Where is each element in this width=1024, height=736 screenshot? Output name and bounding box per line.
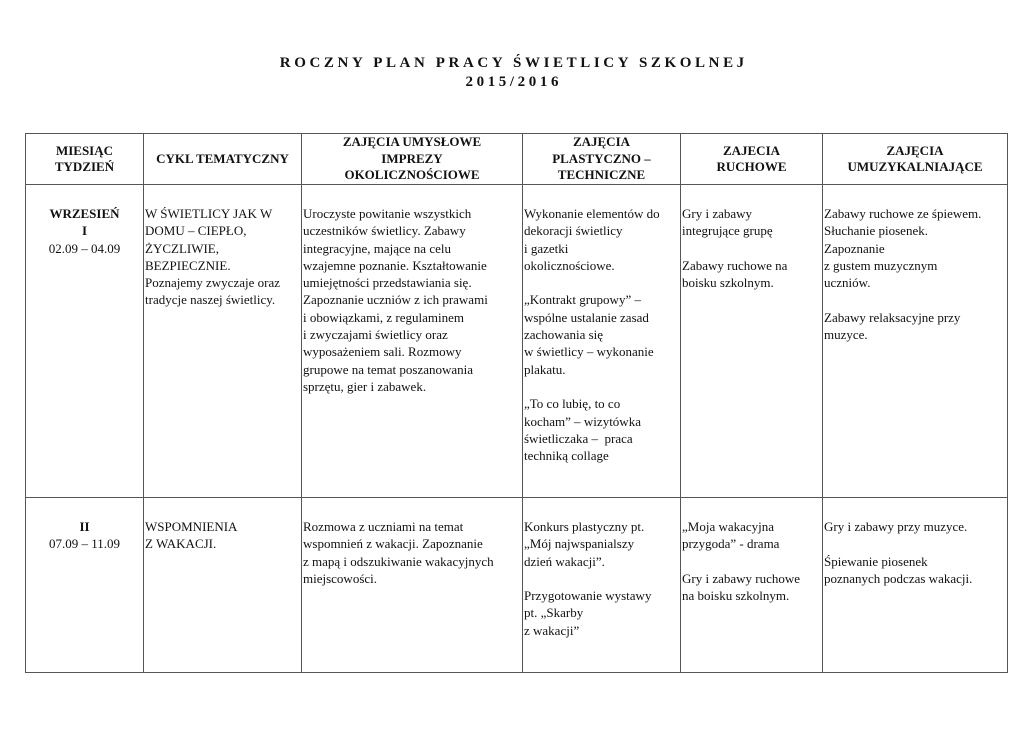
cell-text-line: okolicznościowe. xyxy=(524,257,615,273)
cell-content xyxy=(145,185,300,309)
cell-text-line: kocham” – wizytówka xyxy=(524,413,641,429)
cell-content xyxy=(145,498,300,553)
cell-text-line: integrujące grupę xyxy=(682,223,773,239)
document-header xyxy=(0,54,1024,92)
cell-intellectual-activities xyxy=(302,185,523,498)
cell-thematic-cycle xyxy=(144,498,302,673)
cell-text-line: „Mój najwspanialszy xyxy=(524,536,635,552)
cell-music-activities xyxy=(823,498,1008,673)
cell-content xyxy=(27,185,142,257)
header-text-line: UMUZYKALNIAJĄCE xyxy=(847,159,983,174)
cell-month-week xyxy=(26,498,144,673)
paragraph-gap xyxy=(824,291,1006,308)
cell-intellectual-activities xyxy=(302,498,523,673)
cell-movement-activities xyxy=(681,498,823,673)
page-title: ROCZNY PLAN PRACY ŚWIETLICY SZKOLNEJ xyxy=(279,55,748,71)
cell-text-line: Gry i zabawy ruchowe xyxy=(682,570,801,586)
cell-text-line: wyposażeniem sali. Rozmowy xyxy=(303,344,462,360)
cell-text-line: ŻYCZLIWIE, xyxy=(145,240,220,256)
header-text-line: TECHNICZNE xyxy=(557,167,646,183)
header-text-line: ZAJĘCIA UMYSŁOWE xyxy=(342,134,482,150)
cell-text-line: muzyce. xyxy=(824,327,868,343)
paragraph-gap xyxy=(682,240,821,257)
cell-content xyxy=(524,498,679,639)
cell-text-line: świetliczaka – praca xyxy=(524,430,633,446)
cell-content xyxy=(303,185,521,395)
header-text-line: RUCHOWE xyxy=(716,159,787,174)
paragraph-gap xyxy=(682,553,821,570)
cell-text-line: sprzętu, gier i zabawek. xyxy=(303,378,427,394)
paragraph-gap xyxy=(524,570,679,587)
school-year: 2015/2016 xyxy=(465,74,563,90)
cell-text-line: BEZPIECZNIE. xyxy=(145,257,231,273)
cell-text-line: z mapą i odszukiwanie wakacyjnych xyxy=(303,553,494,569)
cell-content xyxy=(824,185,1006,343)
header-text-line: PLASTYCZNO – xyxy=(552,150,651,166)
table-body xyxy=(26,185,1008,673)
cell-text-line: techniką collage xyxy=(524,448,609,464)
cell-text-line: Konkurs plastyczny pt. xyxy=(524,519,645,534)
cell-text-line: „Moja wakacyjna xyxy=(682,519,775,534)
cell-text-line: DOMU – CIEPŁO, xyxy=(145,223,247,239)
paragraph-gap xyxy=(524,274,679,291)
cell-music-activities xyxy=(823,185,1008,498)
header-text-line: ZAJECIA xyxy=(722,142,781,158)
cell-text-line: plakatu. xyxy=(524,361,566,377)
header-text-line: IMPREZY xyxy=(381,150,443,166)
cell-text-line: Uroczyste powitanie wszystkich xyxy=(303,206,472,221)
cell-content xyxy=(682,498,821,604)
cell-thematic-cycle xyxy=(144,185,302,498)
cell-text-line: uczestników świetlicy. Zabawy xyxy=(303,223,466,239)
cell-content xyxy=(303,498,521,587)
cell-text-line: WSPOMNIENIA xyxy=(145,519,238,534)
header-text-line: ZAJĘCIA xyxy=(572,134,631,150)
table-row xyxy=(26,498,1008,673)
cell-text-line: wspólne ustalanie zasad xyxy=(524,309,649,325)
cell-text-line: w świetlicy – wykonanie xyxy=(524,344,654,360)
cell-text-line: Zabawy ruchowe na xyxy=(682,257,788,273)
cell-text-line: wspomnień z wakacji. Zapoznanie xyxy=(303,536,483,552)
cell-text-line: zachowania się xyxy=(524,327,604,343)
week-number: I xyxy=(81,223,88,239)
cell-text-line: integracyjne, mające na celu xyxy=(303,240,451,256)
table-row xyxy=(26,185,1008,498)
cell-text-line: „To co lubię, to co xyxy=(524,396,621,412)
paragraph-gap xyxy=(824,535,1006,552)
cell-text-line: przygoda” - drama xyxy=(682,536,780,552)
date-range: 02.09 – 04.09 xyxy=(48,240,121,256)
table-header xyxy=(26,134,1008,185)
cell-text-line: z wakacji” xyxy=(524,622,580,638)
month-label: WRZESIEŃ xyxy=(49,206,120,221)
cell-text-line: Zabawy relaksacyjne przy xyxy=(824,309,961,325)
cell-text-line: umiejętności przedstawiania się. xyxy=(303,275,472,291)
cell-text-line: dzień wakacji”. xyxy=(524,553,605,569)
cell-text-line: Rozmowa z uczniami na temat xyxy=(303,519,464,534)
cell-text-line: Słuchanie piosenek. xyxy=(824,223,928,239)
cell-text-line: Przygotowanie wystawy xyxy=(524,588,652,604)
header-month-week xyxy=(26,134,144,185)
week-number: II xyxy=(79,519,90,534)
cell-text-line: Zapoznanie xyxy=(824,240,885,256)
header-text-line: ZAJĘCIA xyxy=(886,142,944,158)
cell-text-line: na boisku szkolnym. xyxy=(682,588,790,604)
cell-text-line: z gustem muzycznym xyxy=(824,257,938,273)
header-intellectual-activities xyxy=(302,134,523,185)
cell-text-line: Zapoznanie uczniów z ich prawami xyxy=(303,292,488,308)
cell-text-line: Wykonanie elementów do xyxy=(524,206,660,221)
cell-text-line: Gry i zabawy xyxy=(682,206,753,221)
cell-text-line: pt. „Skarby xyxy=(524,605,584,621)
cell-text-line: uczniów. xyxy=(824,275,871,291)
cell-text-line: wzajemne poznanie. Kształtowanie xyxy=(303,257,487,273)
cell-text-line: poznanych podczas wakacji. xyxy=(824,570,973,586)
header-text-line: TYDZIEŃ xyxy=(54,159,115,174)
cell-text-line: grupowe na temat poszanowania xyxy=(303,361,474,377)
cell-month-week xyxy=(26,185,144,498)
header-text-line: CYKL TEMATYCZNY xyxy=(156,150,289,166)
cell-text-line: i obowiązkami, z regulaminem xyxy=(303,309,465,325)
cell-content xyxy=(824,498,1006,587)
cell-movement-activities xyxy=(681,185,823,498)
cell-art-activities xyxy=(523,185,681,498)
cell-text-line: Śpiewanie piosenek xyxy=(824,553,928,569)
paragraph-gap xyxy=(524,378,679,395)
cell-text-line: miejscowości. xyxy=(303,570,378,586)
cell-text-line: Zabawy ruchowe ze śpiewem. xyxy=(824,206,982,221)
cell-content xyxy=(27,498,142,553)
header-text-line: MIESIĄC xyxy=(55,142,114,158)
cell-text-line: Z WAKACJI. xyxy=(145,536,217,552)
cell-text-line: boisku szkolnym. xyxy=(682,275,774,291)
cell-text-line: i zwyczajami świetlicy oraz xyxy=(303,327,448,343)
header-art-activities xyxy=(523,134,681,185)
header-text-line: OKOLICZNOŚCIOWE xyxy=(344,167,480,183)
plan-table xyxy=(25,133,1008,673)
cell-text-line: tradycje naszej świetlicy. xyxy=(145,292,276,308)
cell-text-line: W ŚWIETLICY JAK W xyxy=(145,206,273,221)
cell-text-line: dekoracji świetlicy xyxy=(524,223,623,239)
header-thematic-cycle xyxy=(144,134,302,185)
header-movement-activities xyxy=(681,134,823,185)
cell-text-line: Gry i zabawy przy muzyce. xyxy=(824,519,968,534)
cell-content xyxy=(524,185,679,464)
cell-text-line: „Kontrakt grupowy” – xyxy=(524,292,641,308)
header-music-activities xyxy=(823,134,1008,185)
cell-content xyxy=(682,185,821,291)
cell-art-activities xyxy=(523,498,681,673)
cell-text-line: i gazetki xyxy=(524,240,569,256)
date-range: 07.09 – 11.09 xyxy=(48,536,121,552)
cell-text-line: Poznajemy zwyczaje oraz xyxy=(145,275,280,291)
header-row xyxy=(26,134,1008,185)
